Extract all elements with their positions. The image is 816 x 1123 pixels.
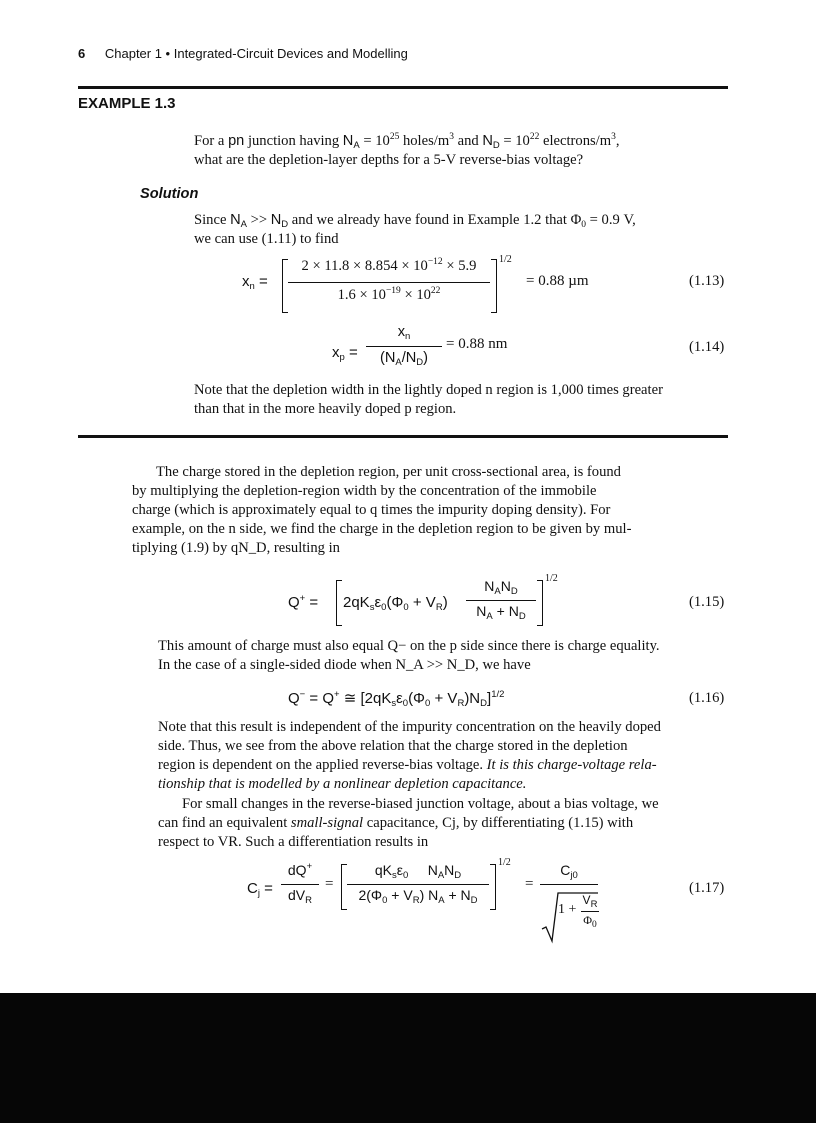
eq-1-14-lhs: $x_p$ = [332, 344, 358, 363]
eq-1-14-result: = 0.88 nm [446, 336, 508, 352]
eq-1-16-number: (1.16) [689, 690, 725, 706]
example-top-rule [78, 86, 728, 89]
solution-line-2: we can use (1.11) to find [194, 231, 339, 247]
para1-line-1: The charge stored in the depletion region, per unit cross-sectional area, is found [156, 464, 621, 480]
para3-line-3b: It is this charge-voltage rela- [486, 757, 657, 773]
para3-line-4: tionship that is modelled by a nonlinear depletion capacitance. [158, 776, 527, 792]
solution-text [194, 211, 734, 249]
eq-1-17-inner-den: $2(\Phi_0 + V_R) N_A + N_D$ [358, 887, 478, 906]
problem-line-1: For a pn junction having $N_A = 10^{25}$ holes/$m^3$ and $N_D = 10^{22}$ electrons/$m^3$, [194, 132, 620, 151]
eq-1-14-fraction-bar [366, 346, 442, 347]
eq-1-17-number: (1.17) [689, 880, 725, 896]
eq-1-17-inner-bar [347, 884, 489, 885]
eq-1-14-numerator: $x_n$ [397, 324, 411, 342]
eq-1-17-result-bar [540, 884, 598, 885]
body-paragraph-3 [158, 718, 728, 794]
example-note [194, 381, 734, 419]
eq-1-17-equals-2: = [525, 876, 534, 892]
body-paragraph-2 [158, 637, 728, 675]
scan-dark-edge [0, 993, 816, 1123]
example-problem [194, 132, 734, 170]
para4-line-1: For small changes in the reverse-biased junction voltage, about a bias voltage, we [182, 796, 659, 812]
eq-1-13-fraction-bar [288, 282, 490, 283]
para1-line-2: by multiplying the depletion-region width by the concentration of the immobile [132, 483, 597, 499]
note-line-1: Note that the depletion width in the lightly doped n region is 1,000 times greater [194, 382, 663, 398]
eq-1-16-expr: Q− = Q+ ≅ $[2qK_s\varepsilon_0(\Phi_0 + V_R)N_D]^{1/2}$ [288, 689, 505, 709]
para4-line-2 [158, 814, 728, 833]
body-paragraph-1 [132, 463, 728, 558]
para3-line-1: Note that this result is independent of the impurity concentration on the heavily doped [158, 719, 661, 735]
eq-1-13-denominator: $1.6 \times 10^{-19} \times 10^{22}$ [337, 286, 441, 303]
eq-1-13-numerator: $2 \times 11.8 \times 8.854 \times 10^{-12} \times 5.9$ [301, 257, 477, 274]
note-line-2: than that in the more heavily doped p region. [194, 401, 457, 417]
eq-1-14-number: (1.14) [689, 339, 725, 355]
eq-1-13-result: = 0.88 µm [526, 273, 589, 289]
page-header [78, 46, 408, 61]
eq-1-15-lhs: Q+ = [288, 593, 319, 611]
eq-1-14-denominator: $(N_A/N_D)$ [379, 350, 429, 368]
para4-line-2c: capacitance, Cj, by differentiating (1.15) with [366, 815, 634, 831]
eq-1-15-numerator: $N_AN_D$ [484, 578, 518, 597]
eq-1-15-denominator: $N_A + N_D$ [476, 603, 526, 622]
eq-1-13-bracket-right [491, 259, 497, 313]
para3-line-2: side. Thus, we see from the above relation that the charge stored in the depletion [158, 738, 628, 754]
eq-1-15-term: $2qK_s\varepsilon_0(\Phi_0 + V_R)$ [343, 594, 448, 613]
eq-1-17-one-plus: 1 + [558, 902, 577, 917]
para1-line-5: tiplying (1.9) by qN_D, resulting in [132, 540, 340, 556]
page-number: 6 [78, 46, 86, 61]
body-paragraph-4 [158, 795, 728, 852]
eq-1-17-phi0: $\Phi_0$ [583, 913, 597, 930]
eq-1-17-deriv-num: dQ+ [287, 861, 313, 878]
example-title: EXAMPLE 1.3 [78, 95, 176, 112]
para1-line-3: charge (which is approximately equal to q times the impurity doping density). For [132, 502, 611, 518]
para2-line-1: This amount of charge must also equal Q− on the p side since there is charge equality. [158, 638, 660, 654]
eq-1-17-result-num: $C_{j0}$ [560, 862, 578, 881]
eq-1-17-inner-num: $qK_s\varepsilon_0$ $N_AN_D$ [374, 862, 462, 881]
eq-1-17-power: 1/2 [498, 857, 511, 868]
para4-line-2a: can find an equivalent [158, 815, 288, 831]
para4-line-3: respect to VR. Such a differentiation results in [158, 834, 429, 850]
solution-line-1: Since $N_A >> N_D$ and we already have found in Example 1.2 that $\Phi_0 = 0.9$ V, [194, 212, 636, 230]
eq-1-17-lhs: $C_j$ = [247, 880, 273, 899]
running-title: Chapter 1 • Integrated-Circuit Devices and Modelling [104, 46, 408, 61]
example-bottom-rule [78, 435, 728, 438]
eq-1-15-bracket-right [537, 580, 543, 626]
eq-1-17-deriv-den: $dV_R$ [288, 887, 312, 906]
eq-1-17-vr: $V_R$ [582, 893, 598, 910]
para1-line-4: example, on the n side, we find the charge in the depletion region to be given by mul- [132, 521, 632, 537]
eq-1-13-lhs: $x_n$ = [242, 273, 268, 292]
para3-line-3a: region is dependent on the applied reverse-bias voltage. [158, 757, 484, 773]
eq-1-17-vr-bar [581, 911, 599, 912]
eq-1-15-fraction-bar [466, 600, 536, 601]
eq-1-17-deriv-bar [281, 884, 319, 885]
solution-heading: Solution [140, 186, 199, 202]
eq-1-13-number: (1.13) [689, 273, 725, 289]
eq-1-15-number: (1.15) [689, 594, 725, 610]
eq-1-15-bracket-left [336, 580, 342, 626]
eq-1-13-power: 1/2 [499, 254, 512, 265]
eq-1-17-bracket-right [490, 864, 496, 910]
eq-1-17-equals-1: = [325, 876, 334, 892]
problem-line-2: what are the depletion-layer depths for a 5-V reverse-bias voltage? [194, 152, 584, 168]
para3-line-3 [158, 756, 728, 775]
eq-1-15-power: 1/2 [545, 573, 558, 584]
para2-line-2: In the case of a single-sided diode when N_A >> N_D, we have [158, 657, 531, 673]
para4-line-2b: small-signal [290, 815, 364, 831]
